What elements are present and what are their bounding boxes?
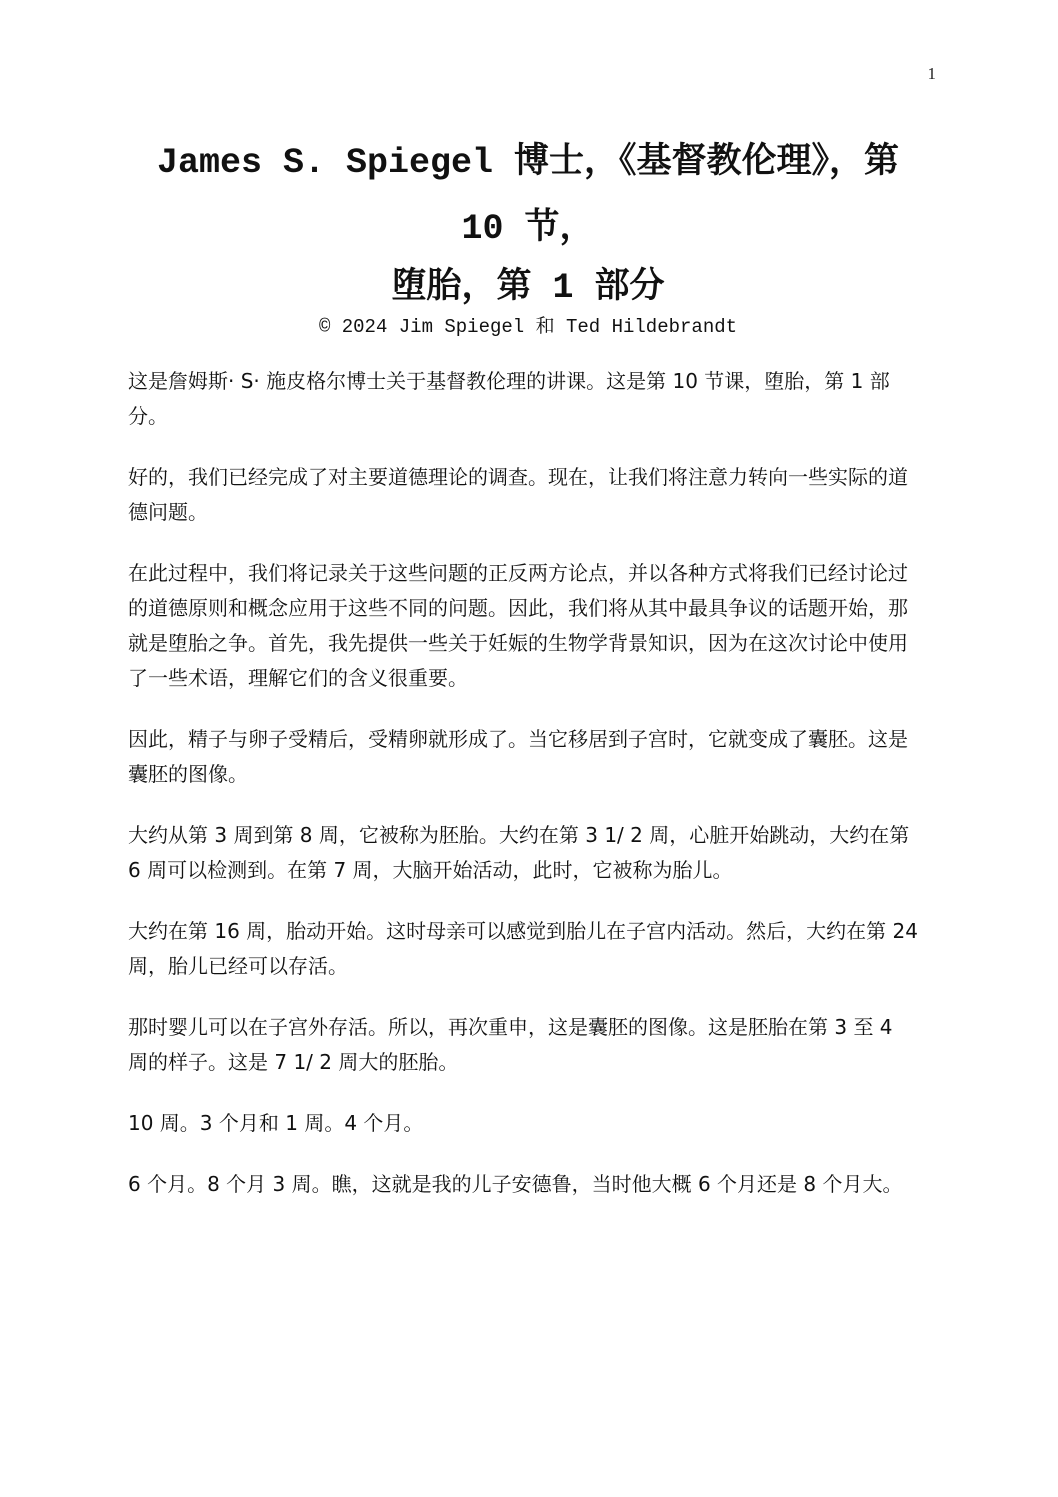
paragraph: 这是詹姆斯· S· 施皮格尔博士关于基督教伦理的讲课。这是第 10 节课，堕胎，第 1 部分。	[128, 369, 890, 428]
document-header	[128, 130, 928, 340]
document-title: James S. Spiegel 博士，《基督教伦理》，第 10 节，	[156, 143, 900, 249]
copyright-notice: © 2024 Jim Spiegel 和 Ted Hildebrandt	[318, 316, 738, 338]
paragraph: 6 个月。8 个月 3 周。瞧，这就是我的儿子安德鲁，当时他大概 6 个月还是 8 个月大。	[128, 1172, 903, 1196]
document-subtitle: 堕胎，第 1 部分	[391, 268, 665, 308]
page-number: 1	[927, 64, 936, 83]
paragraph: 因此，精子与卵子受精后，受精卵就形成了。当它移居到子宫时，它就变成了囊胚。这是囊胚的图像。	[128, 727, 908, 786]
paragraph: 大约从第 3 周到第 8 周，它被称为胚胎。大约在第 3 1/ 2 周，心脏开始跳动，大约在第 6 周可以检测到。在第 7 周，大脑开始活动，此时，它被称为胎儿。	[128, 823, 910, 882]
paragraph: 好的，我们已经完成了对主要道德理论的调查。现在，让我们将注意力转向一些实际的道德问题。	[128, 465, 908, 524]
paragraph: 10 周。3 个月和 1 周。4 个月。	[128, 1111, 424, 1135]
paragraph: 那时婴儿可以在子宫外存活。所以，再次重申，这是囊胚的图像。这是胚胎在第 3 至 4 周的样子。这是 7 1/ 2 周大的胚胎。	[128, 1015, 893, 1074]
paragraph: 大约在第 16 周，胎动开始。这时母亲可以感觉到胎儿在子宫内活动。然后，大约在第 24 周，胎儿已经可以存活。	[128, 919, 918, 978]
paragraph: 在此过程中，我们将记录关于这些问题的正反两方论点，并以各种方式将我们已经讨论过的道德原则和概念应用于这些不同的问题。因此，我们将从其中最具争议的话题开始，那就是堕胎之争。首先，我先提供一些关于妊娠的生物学背景知识，因为在这次讨论中使用了一些术语，理解它们的含义很重要。	[128, 561, 908, 690]
document-body	[128, 364, 918, 1228]
